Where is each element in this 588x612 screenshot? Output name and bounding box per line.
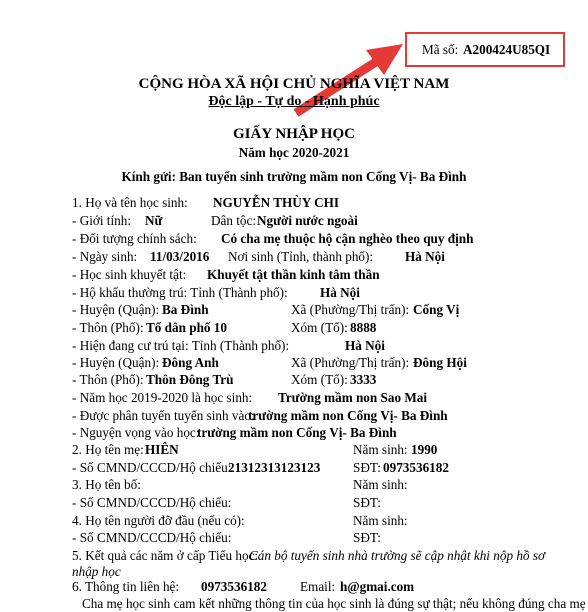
perm-city: Hà Nội: [320, 285, 360, 300]
ethnic-label: Dân tộc:: [211, 213, 257, 228]
contact-phone: 0973536182: [201, 579, 267, 594]
addressee: Kính gửi: Ban tuyển sinh trường mầm non Cống Vị- Ba Đình: [121, 169, 467, 184]
father-name-label: 3. Họ tên bố:: [72, 477, 141, 492]
perm-hamlet: 8888: [350, 320, 377, 335]
cur-city: Hà Nội: [345, 338, 385, 353]
school-year: Năm học 2020-2021: [238, 145, 350, 160]
code-value: A200424U85QI: [463, 42, 551, 57]
disability-value: Khuyết tật thần kinh tâm thần: [207, 267, 380, 282]
perm-hamlet-label: Xóm (Tổ):: [291, 320, 348, 335]
mother-phone-label: SĐT:: [353, 460, 381, 475]
results-label: 5. Kết quả các năm ở cấp Tiểu học:: [72, 548, 259, 563]
assigned-school: trường mầm non Cống Vị- Ba Đình: [248, 408, 448, 423]
cur-ward-label: Xã (Phường/Thị trấn):: [291, 355, 410, 370]
results-note-continued: nhập học: [72, 564, 121, 579]
mother-id: 21312313123123: [228, 460, 321, 475]
perm-village: Tổ dân phố 10: [146, 320, 227, 335]
gender-label: - Giới tính:: [72, 213, 131, 228]
dob-label: - Ngày sinh:: [72, 249, 138, 264]
birthplace-label: Nơi sinh (Tỉnh, thành phố):: [228, 249, 374, 264]
father-phone-label: SĐT:: [353, 495, 381, 510]
mother-name: HIÊN: [145, 442, 179, 457]
cur-district-label: - Huyện (Quận):: [72, 355, 160, 370]
mother-year: 1990: [411, 442, 438, 457]
contact-label: 6. Thông tin liên hệ:: [72, 579, 180, 594]
father-year-label: Năm sinh:: [353, 477, 408, 492]
cur-village-label: - Thôn (Phố):: [72, 372, 144, 387]
guardian-name-label: 4. Họ tên người đỡ đầu (nếu có):: [72, 513, 245, 528]
perm-residence-label: - Hộ khẩu thường trú: Tỉnh (Thành phố):: [72, 285, 288, 300]
perm-district: Ba Đình: [162, 302, 209, 317]
student-name: NGUYỄN THÙY CHI: [213, 195, 340, 210]
perm-village-label: - Thôn (Phố):: [72, 320, 144, 335]
cur-district: Đông Anh: [162, 355, 219, 370]
perm-ward-label: Xã (Phường/Thị trấn):: [291, 302, 410, 317]
dob-value: 11/03/2016: [150, 249, 210, 264]
perm-district-label: - Huyện (Quận):: [72, 302, 160, 317]
perm-ward: Cống Vị: [413, 302, 460, 317]
prev-school: Trường mầm non Sao Mai: [278, 390, 428, 405]
commitment-text: Cha mẹ học sinh cam kết những thông tin của học sinh là đúng sự thật; nếu không đúng cha mẹ: [82, 596, 586, 611]
mother-phone: 0973536182: [383, 460, 449, 475]
code-label: Mã số:: [422, 42, 459, 57]
policy-value: Có cha mẹ thuộc hộ cận nghèo theo quy định: [221, 231, 474, 246]
cur-hamlet: 3333: [350, 372, 377, 387]
policy-label: - Đối tượng chính sách:: [72, 231, 197, 246]
assigned-label: - Được phân tuyến tuyển sinh vào:: [72, 408, 255, 423]
cur-hamlet-label: Xóm (Tổ):: [291, 372, 348, 387]
father-id-label: - Số CMND/CCCD/Hộ chiếu:: [72, 495, 232, 510]
wish-label: - Nguyện vọng vào học:: [72, 425, 200, 440]
birthplace-value: Hà Nội: [405, 249, 445, 264]
mother-id-label: - Số CMND/CCCD/Hộ chiếu:: [72, 460, 232, 475]
cur-village: Thôn Đông Trù: [146, 372, 234, 387]
guardian-phone-label: SĐT:: [353, 530, 381, 545]
email-label: Email:: [300, 579, 336, 594]
country-heading: CỘNG HÒA XÃ HỘI CHỦ NGHĨA VIỆT NAM: [138, 76, 450, 92]
motto: Độc lập - Tự do - Hạnh phúc: [208, 94, 380, 109]
student-name-label: 1. Họ và tên học sinh:: [72, 195, 188, 210]
document-title: GIẤY NHẬP HỌC: [233, 126, 355, 142]
disability-label: - Học sinh khuyết tật:: [72, 267, 187, 282]
mother-year-label: Năm sinh:: [353, 442, 408, 457]
guardian-id-label: - Số CMND/CCCD/Hộ chiếu:: [72, 530, 232, 545]
mother-name-label: 2. Họ tên mẹ:: [72, 442, 144, 457]
cur-residence-label: - Hiện đang cư trú tại: Tỉnh (Thành phố):: [72, 338, 290, 353]
gender-value: Nữ: [145, 213, 163, 228]
guardian-year-label: Năm sinh:: [353, 513, 408, 528]
results-note: Cán bộ tuyển sinh nhà trường sẽ cập nhật khi nộp hồ sơ: [249, 548, 545, 563]
cur-ward: Đông Hội: [413, 355, 467, 370]
ethnic-value: Người nước ngoài: [257, 213, 358, 228]
prev-school-label: - Năm học 2019-2020 là học sinh:: [72, 390, 253, 405]
wish-school: trường mầm non Cống Vị- Ba Đình: [197, 425, 397, 440]
email-value: h@gmai.com: [340, 579, 415, 594]
